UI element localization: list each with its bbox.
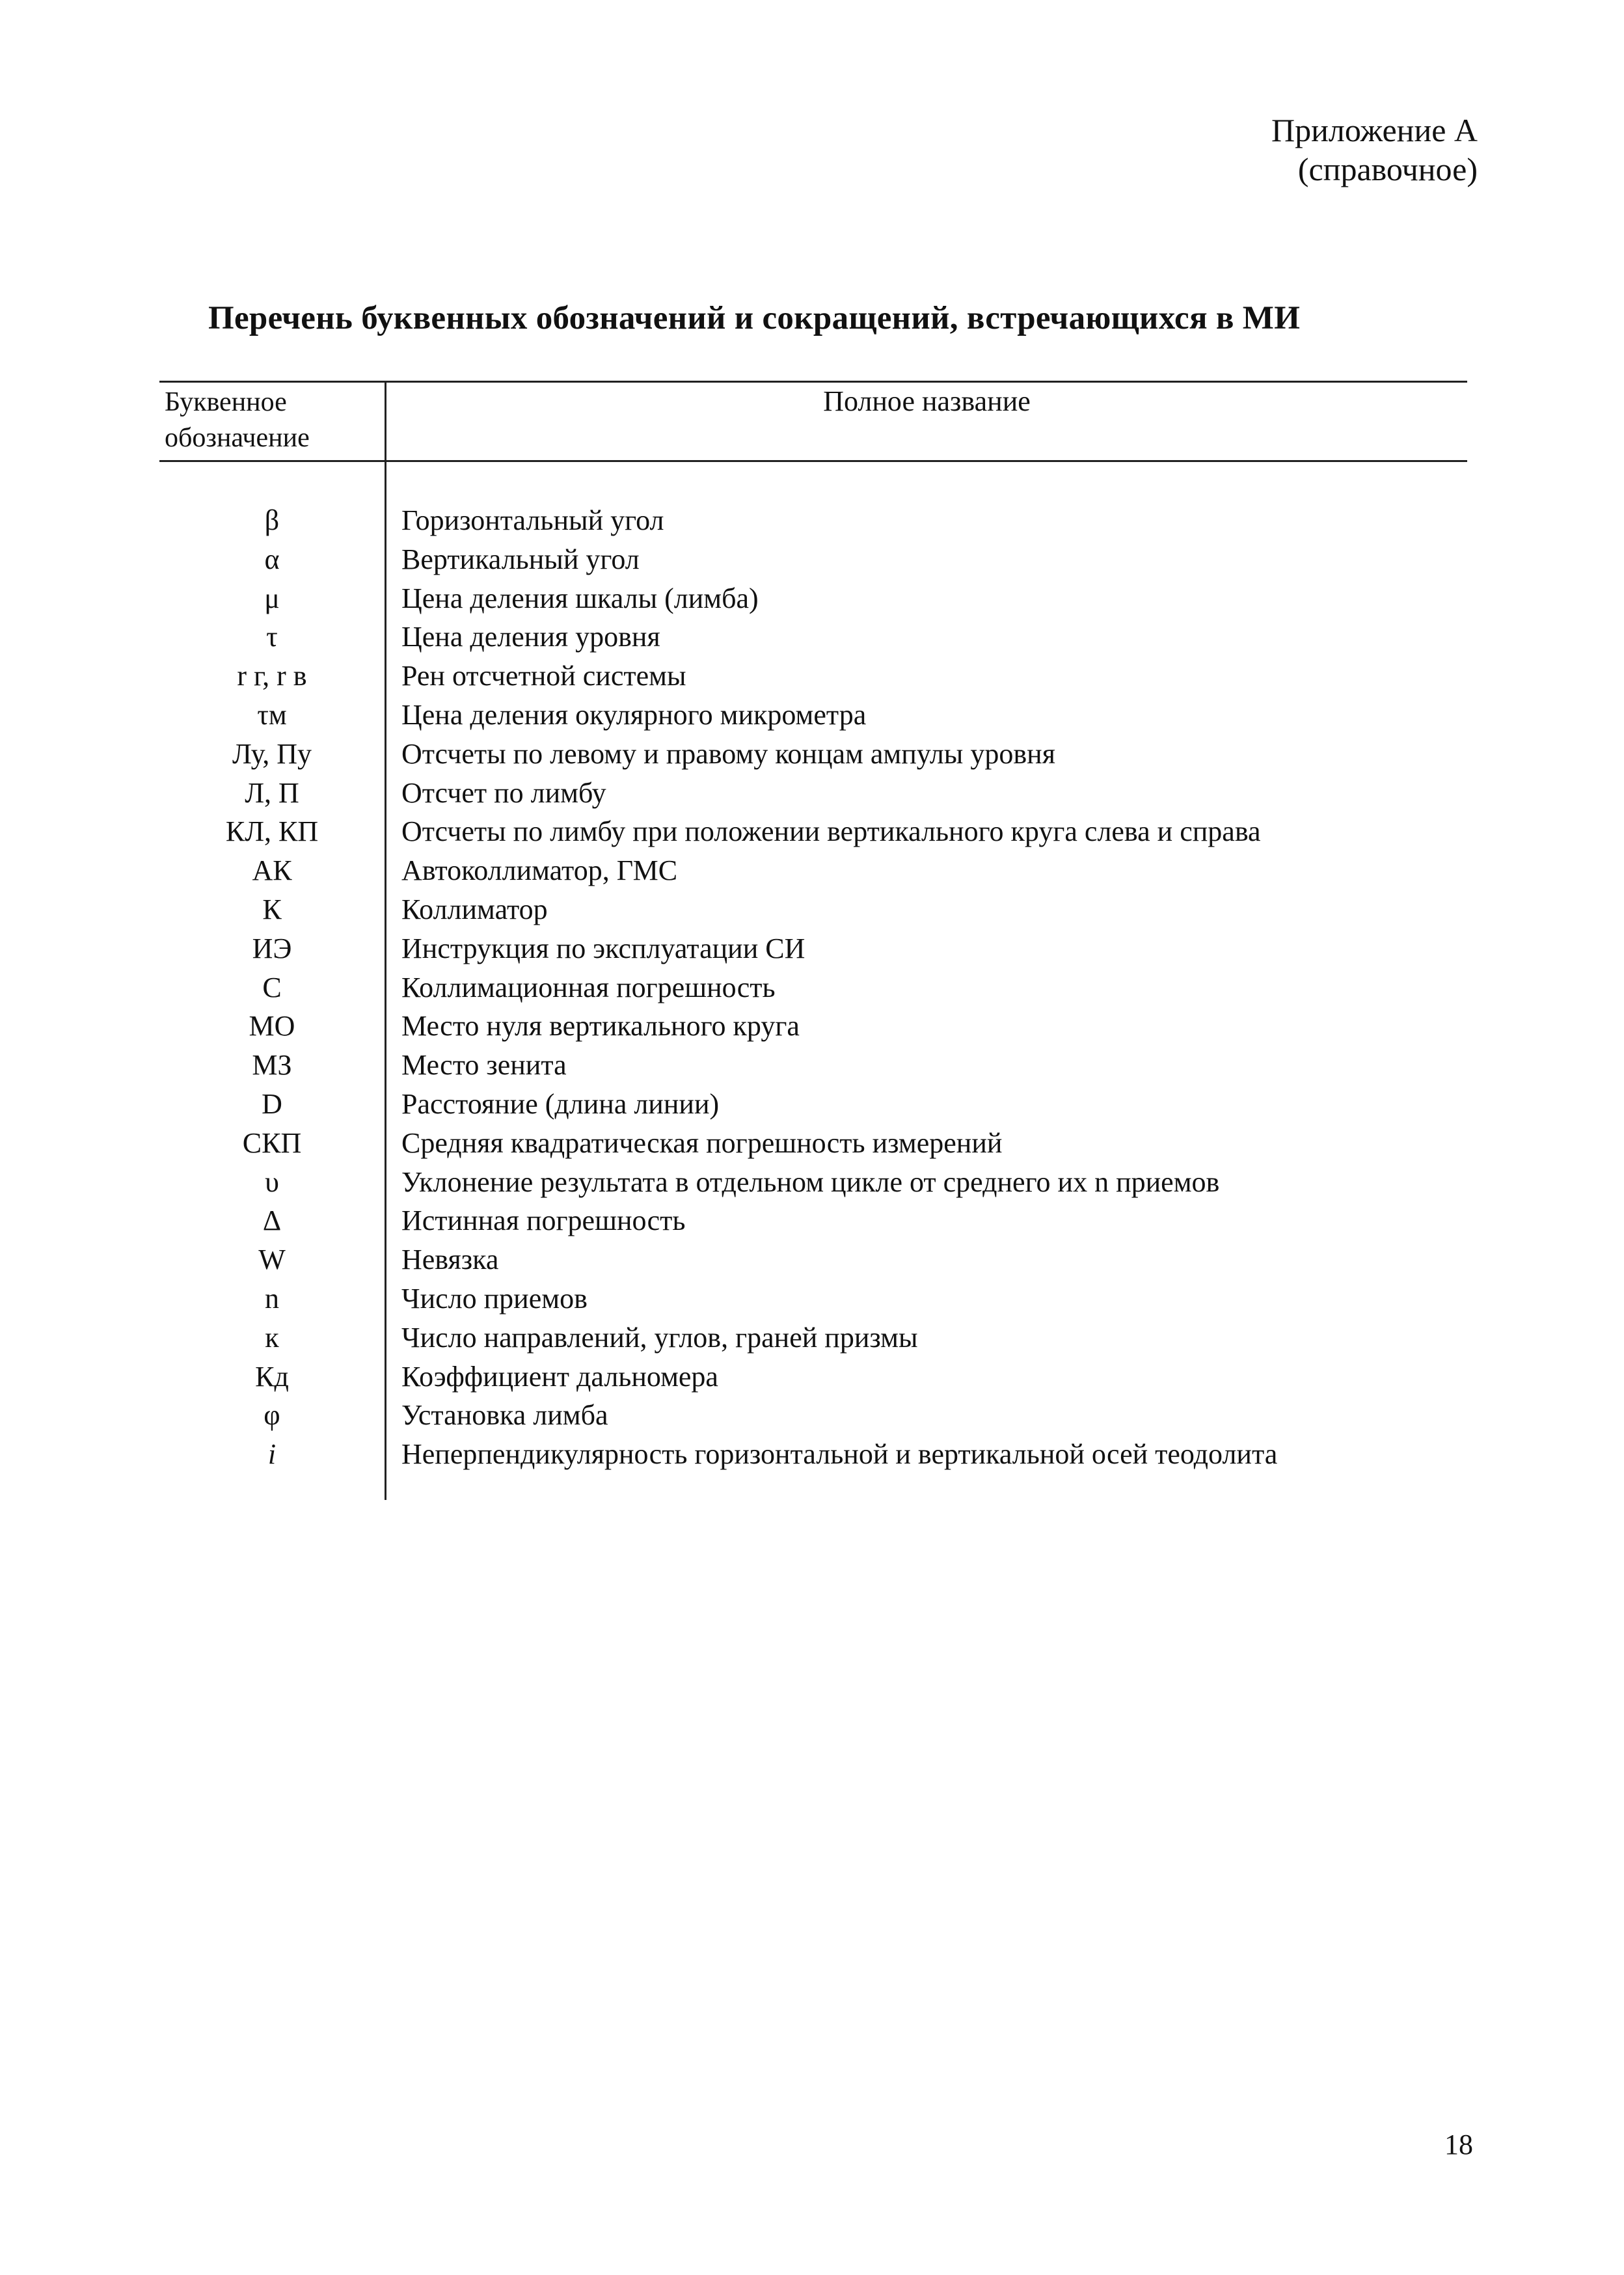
table-row (159, 1240, 1467, 1279)
row-name: Место зенита (401, 1049, 567, 1082)
header-symbol (165, 385, 310, 456)
row-name: Коллимационная погрешность (401, 971, 776, 1003)
table-row (159, 735, 1467, 774)
row-name: Рен отсчетной системы (401, 660, 686, 692)
row-name: Отсчет по лимбу (401, 776, 606, 809)
row-symbol: μ (264, 582, 280, 614)
row-name: Уклонение результата в отдельном цикле от среднего их n приемов (401, 1165, 1220, 1198)
table-row (159, 929, 1467, 968)
document-title: Перечень буквенных обозначений и сокращений, встречающихся в МИ (208, 300, 1301, 336)
header-symbol-line1: Буквенное (165, 387, 287, 417)
table-row (159, 774, 1467, 813)
page-number: 18 (1444, 2129, 1473, 2160)
row-name: Невязка (401, 1244, 499, 1276)
table-header-border (159, 460, 1467, 462)
row-name: Установка лимба (401, 1399, 608, 1432)
row-symbol: С (262, 971, 282, 1003)
row-symbol: r г, r в (237, 660, 307, 692)
table-row (159, 968, 1467, 1007)
row-name: Неперпендикулярность горизонтальной и вертикальной осей теодолита (401, 1438, 1278, 1471)
row-symbol: МЗ (252, 1049, 292, 1082)
table-row (159, 1279, 1467, 1318)
row-symbol: β (264, 504, 280, 536)
row-symbol: МО (249, 1010, 295, 1042)
table-row (159, 890, 1467, 929)
table-row (159, 851, 1467, 890)
table-body (159, 501, 1467, 1474)
row-symbol: υ (265, 1165, 279, 1198)
table-row (159, 1396, 1467, 1435)
table-row (159, 657, 1467, 696)
row-symbol: D (262, 1087, 282, 1120)
row-symbol: τ (266, 621, 278, 653)
table-row (159, 1318, 1467, 1357)
table-row (159, 501, 1467, 540)
table-row (159, 1046, 1467, 1085)
row-name: Число приемов (401, 1282, 588, 1315)
table-top-border (159, 381, 1467, 383)
table-row (159, 696, 1467, 735)
row-name: Расстояние (длина линии) (401, 1087, 720, 1120)
table-row (159, 1085, 1467, 1124)
table-row (159, 540, 1467, 579)
row-symbol: Кд (255, 1360, 289, 1393)
table-row (159, 1007, 1467, 1046)
row-symbol: ИЭ (252, 932, 292, 964)
row-symbol: τм (257, 698, 287, 731)
appendix-label (1271, 111, 1478, 189)
row-name: Место нуля вертикального круга (401, 1010, 800, 1042)
abbreviations-table (159, 381, 1467, 1500)
row-symbol: К (262, 893, 282, 925)
table-row (159, 1357, 1467, 1396)
row-symbol: α (264, 543, 280, 575)
table-row (159, 1163, 1467, 1202)
row-symbol: Лу, Пу (232, 737, 312, 770)
row-name: Отсчеты по лимбу при положении вертикального круга слева и справа (401, 815, 1261, 848)
row-name: Вертикальный угол (401, 543, 640, 575)
row-symbol: Л, П (245, 776, 299, 809)
row-name: Число направлений, углов, граней призмы (401, 1321, 918, 1354)
row-symbol: φ (264, 1399, 280, 1432)
row-name: Отсчеты по левому и правому концам ампулы уровня (401, 737, 1055, 770)
row-name: Цена деления уровня (401, 621, 660, 653)
header-name: Полное название (823, 385, 1031, 417)
header-symbol-line2: обозначение (165, 423, 310, 453)
table-row (159, 1435, 1467, 1474)
row-name: Коллиматор (401, 893, 548, 925)
appendix-title: Приложение А (1271, 112, 1478, 148)
row-symbol: W (258, 1244, 286, 1276)
row-name: Цена деления шкалы (лимба) (401, 582, 759, 614)
row-symbol: n (265, 1282, 279, 1315)
table-row (159, 812, 1467, 851)
row-symbol: АК (252, 854, 292, 887)
table-row (159, 579, 1467, 618)
row-symbol: Δ (262, 1205, 282, 1237)
table-row (159, 1124, 1467, 1163)
appendix-type: (справочное) (1297, 151, 1478, 187)
row-name: Средняя квадратическая погрешность измерений (401, 1126, 1003, 1159)
row-symbol: к (265, 1321, 279, 1354)
table-row (159, 618, 1467, 657)
row-name: Горизонтальный угол (401, 504, 664, 536)
row-symbol: СКП (242, 1126, 302, 1159)
table-row (159, 1201, 1467, 1240)
row-name: Цена деления окулярного микрометра (401, 698, 867, 731)
row-name: Автоколлиматор, ГМС (401, 854, 678, 887)
row-symbol: КЛ, КП (225, 815, 319, 848)
row-name: Коэффициент дальномера (401, 1360, 718, 1393)
row-symbol: i (267, 1438, 277, 1471)
row-name: Инструкция по эксплуатации СИ (401, 932, 805, 964)
row-name: Истинная погрешность (401, 1205, 686, 1237)
